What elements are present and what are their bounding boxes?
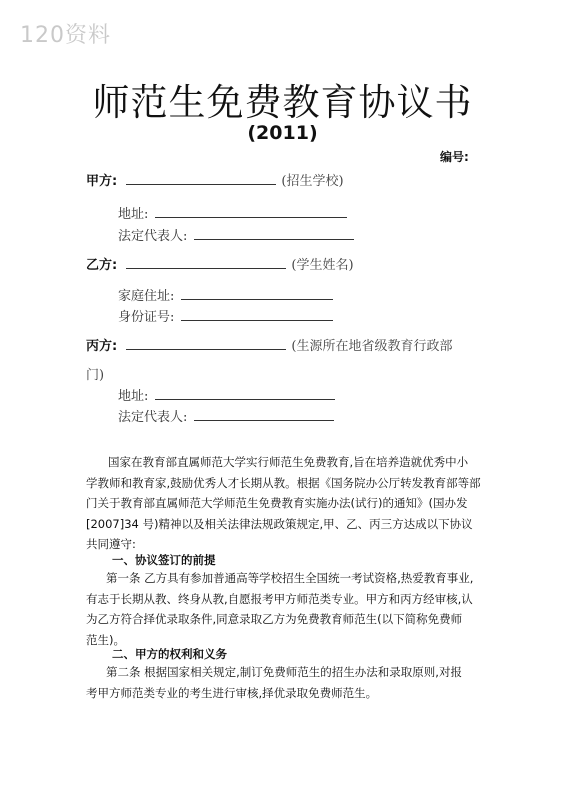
party-a-blank[interactable] [126,172,276,185]
section-1-line: 范生)。 [86,632,125,647]
party-c-note: (生源所在地省级教育行政部 [291,339,453,354]
preamble-line: [2007]34 号)精神以及相关法律法规政策规定,甲、乙、丙三方达成以下协议 [86,516,473,531]
section-2-body [86,662,494,703]
section-1-line: 第一条 乙方具有参加普通高等学校招生全国统一考试资格,热爱教育事业, [106,571,474,585]
section-1-line: 为乙方符合择优录取条件,同意录取乙方为免费教育师范生(以下简称免费师 [86,612,463,626]
preamble-line: 国家在教育部直属师范大学实行师范生免费教育,旨在培养造就优秀中小 [108,455,469,469]
party-b-id-blank[interactable] [181,308,333,321]
party-a-rep-blank[interactable] [194,227,354,240]
party-b-address-blank[interactable] [181,287,333,300]
party-a-address-blank[interactable] [155,205,347,218]
party-b-row [86,254,354,273]
document-title: 师范生免费教育协议书 [92,81,473,124]
preamble-line: 学教师和教育家,鼓励优秀人才长期从教。根据《国务院办公厅转发教育部等部 [86,475,481,490]
party-a-label: 甲方: [86,174,118,189]
party-b-address-row [118,285,333,304]
preamble [86,452,494,555]
party-c-address-blank[interactable] [155,387,335,400]
preamble-line: 门关于教育部直属师范大学师范生免费教育实施办法(试行)的通知》(国办发 [86,496,468,510]
party-a-address-row [118,203,347,222]
party-c-blank[interactable] [126,337,286,350]
party-b-id-row [118,306,333,325]
party-b-id-label: 身份证号: [118,310,175,325]
party-b-label: 乙方: [86,258,118,273]
document-year: (2011) [247,122,318,144]
preamble-line: 共同遵守: [86,537,136,551]
party-c-rep-label: 法定代表人: [118,410,188,425]
party-b-blank[interactable] [126,256,286,269]
party-c-row [86,335,452,354]
section-1-body [86,568,494,650]
party-c-address-row [118,385,335,404]
party-c-rep-row [118,406,334,425]
section-2-line: 考甲方师范类专业的考生进行审核,择优录取免费师范生。 [86,685,378,700]
section-1-line: 有志于长期从教、终身从教,自愿报考甲方师范类专业。甲方和丙方经审核,认 [86,591,473,606]
party-a-address-label: 地址: [118,207,149,222]
party-a-rep-label: 法定代表人: [118,229,188,244]
party-c-address-label: 地址: [118,389,149,404]
watermark: 120资料 [20,23,111,48]
party-c-label: 丙方: [86,339,118,354]
number-label: 编号: [440,150,469,164]
section-1-heading: 一、协议签订的前提 [112,553,216,567]
section-2-heading: 二、甲方的权利和义务 [112,647,227,661]
party-b-address-label: 家庭住址: [118,289,175,304]
party-c-note-cont: 门) [86,368,105,383]
party-c-rep-blank[interactable] [194,408,334,421]
party-a-rep-row [118,225,354,244]
party-a-row [86,170,344,189]
party-b-note: (学生姓名) [291,258,354,273]
section-2-line: 第二条 根据国家相关规定,制订免费师范生的招生办法和录取原则,对报 [106,665,462,679]
party-a-note: (招生学校) [281,174,344,189]
